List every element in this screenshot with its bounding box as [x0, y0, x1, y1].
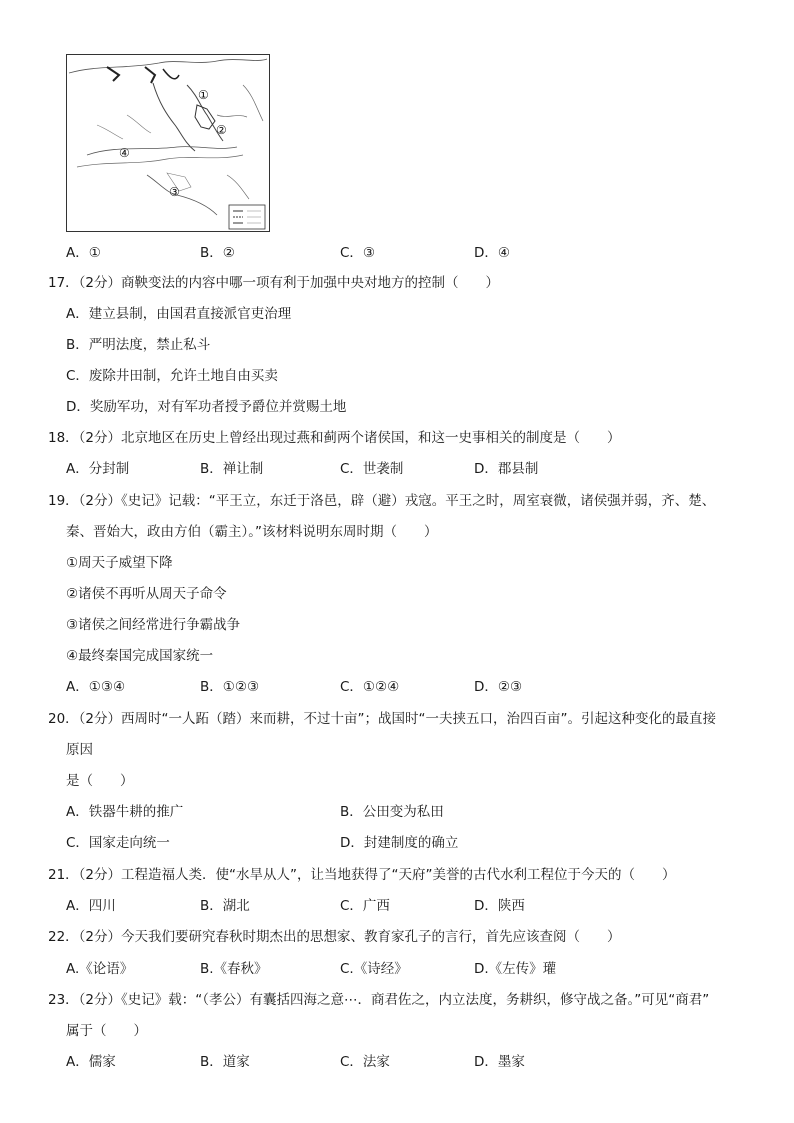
q17-option-b[interactable]: B．严明法度，禁止私斗 — [66, 337, 211, 353]
q23-stem-line2: 属于（ ） — [66, 1023, 147, 1039]
q22-option-c[interactable]: C.《诗经》 — [340, 961, 408, 977]
q17-stem: 17．（2分）商鞅变法的内容中哪一项有利于加强中央对地方的控制（ ） — [48, 275, 500, 291]
q17-option-c[interactable]: C．废除井田制，允许土地自由买卖 — [66, 368, 278, 384]
q20-option-c[interactable]: C．国家走向统一 — [66, 835, 170, 851]
q21-option-d[interactable]: D．陕西 — [474, 898, 525, 914]
q23-option-c[interactable]: C．法家 — [340, 1054, 390, 1070]
q23-option-b[interactable]: B．道家 — [200, 1054, 250, 1070]
map-marker-3: ③ — [169, 185, 180, 199]
q19-option-a[interactable]: A．①③④ — [66, 679, 126, 695]
q20-option-a[interactable]: A．铁器牛耕的推广 — [66, 804, 184, 820]
q19-item-2: ②诸侯不再听从周天子命令 — [66, 586, 227, 602]
q21-stem: 21．（2分）工程造福人类．使“水旱从人”，让当地获得了“天府”美誉的古代水利工程位于今天的（ ） — [48, 867, 676, 883]
q19-option-d[interactable]: D．②③ — [474, 679, 523, 695]
q21-option-c[interactable]: C．广西 — [340, 898, 390, 914]
map-drawing — [67, 55, 269, 231]
q20-stem-line2: 原因 — [66, 742, 93, 758]
q23-option-a[interactable]: A．儒家 — [66, 1054, 116, 1070]
q22-option-d[interactable]: D.《左传》瓘 — [474, 961, 557, 977]
map-marker-2: ② — [216, 123, 227, 137]
q21-option-b[interactable]: B．湖北 — [200, 898, 250, 914]
q20-stem-line1: 20．（2分）西周时“一人跖（踏）来而耕，不过十亩”；战国时“一夫挟五口，治四百亩”。引起这种变化的最直接 — [48, 711, 716, 727]
q18-stem: 18．（2分）北京地区在历史上曾经出现过燕和蓟两个诸侯国，和这一史事相关的制度是（ ） — [48, 430, 621, 446]
q18-option-b[interactable]: B．禅让制 — [200, 461, 264, 477]
q18-option-d[interactable]: D．郡县制 — [474, 461, 539, 477]
q19-stem-line1: 19．（2分）《史记》记载：“平王立，东迁于洛邑，辟（避）戎寇。平王之时，周室衰微，诸侯强并弱，齐、楚、 — [48, 493, 716, 509]
q19-stem-line2: 秦、晋始大，政由方伯（霸主）。”该材料说明东周时期（ ） — [66, 524, 438, 540]
q20-option-b[interactable]: B．公田变为私田 — [340, 804, 444, 820]
q16-option-d[interactable]: D．④ — [474, 245, 510, 261]
map-marker-1: ① — [198, 88, 209, 102]
q17-option-d[interactable]: D．奖励军功，对有军功者授予爵位并赏赐土地 — [66, 399, 347, 415]
q22-stem: 22．（2分）今天我们要研究春秋时期杰出的思想家、教育家孔子的言行，首先应该查阅（ ） — [48, 929, 621, 945]
q20-option-d[interactable]: D．封建制度的确立 — [340, 835, 459, 851]
q19-item-4: ④最终秦国完成国家统一 — [66, 648, 214, 664]
q17-option-a[interactable]: A．建立县制，由国君直接派官吏治理 — [66, 306, 292, 322]
q18-option-c[interactable]: C．世袭制 — [340, 461, 404, 477]
q23-stem-line1: 23．（2分）《史记》载：“（孝公）有囊括四海之意⋯．商君佐之，内立法度，务耕织，修守战之备。”可见“商君” — [48, 992, 710, 1008]
q19-option-b[interactable]: B．①②③ — [200, 679, 260, 695]
q19-item-1: ①周天子威望下降 — [66, 555, 173, 571]
q19-item-3: ③诸侯之间经常进行争霸战争 — [66, 617, 241, 633]
q22-option-b[interactable]: B.《春秋》 — [200, 961, 268, 977]
q21-option-a[interactable]: A．四川 — [66, 898, 116, 914]
q23-option-d[interactable]: D．墨家 — [474, 1054, 525, 1070]
q20-stem-line3: 是（ ） — [66, 773, 134, 789]
q19-option-c[interactable]: C．①②④ — [340, 679, 400, 695]
ancient-china-map — [66, 54, 270, 232]
q22-option-a[interactable]: A.《论语》 — [66, 961, 134, 977]
q16-option-b[interactable]: B．② — [200, 245, 235, 261]
q16-option-a[interactable]: A．① — [66, 245, 101, 261]
q16-option-c[interactable]: C．③ — [340, 245, 376, 261]
q18-option-a[interactable]: A．分封制 — [66, 461, 130, 477]
map-marker-4: ④ — [119, 146, 130, 160]
